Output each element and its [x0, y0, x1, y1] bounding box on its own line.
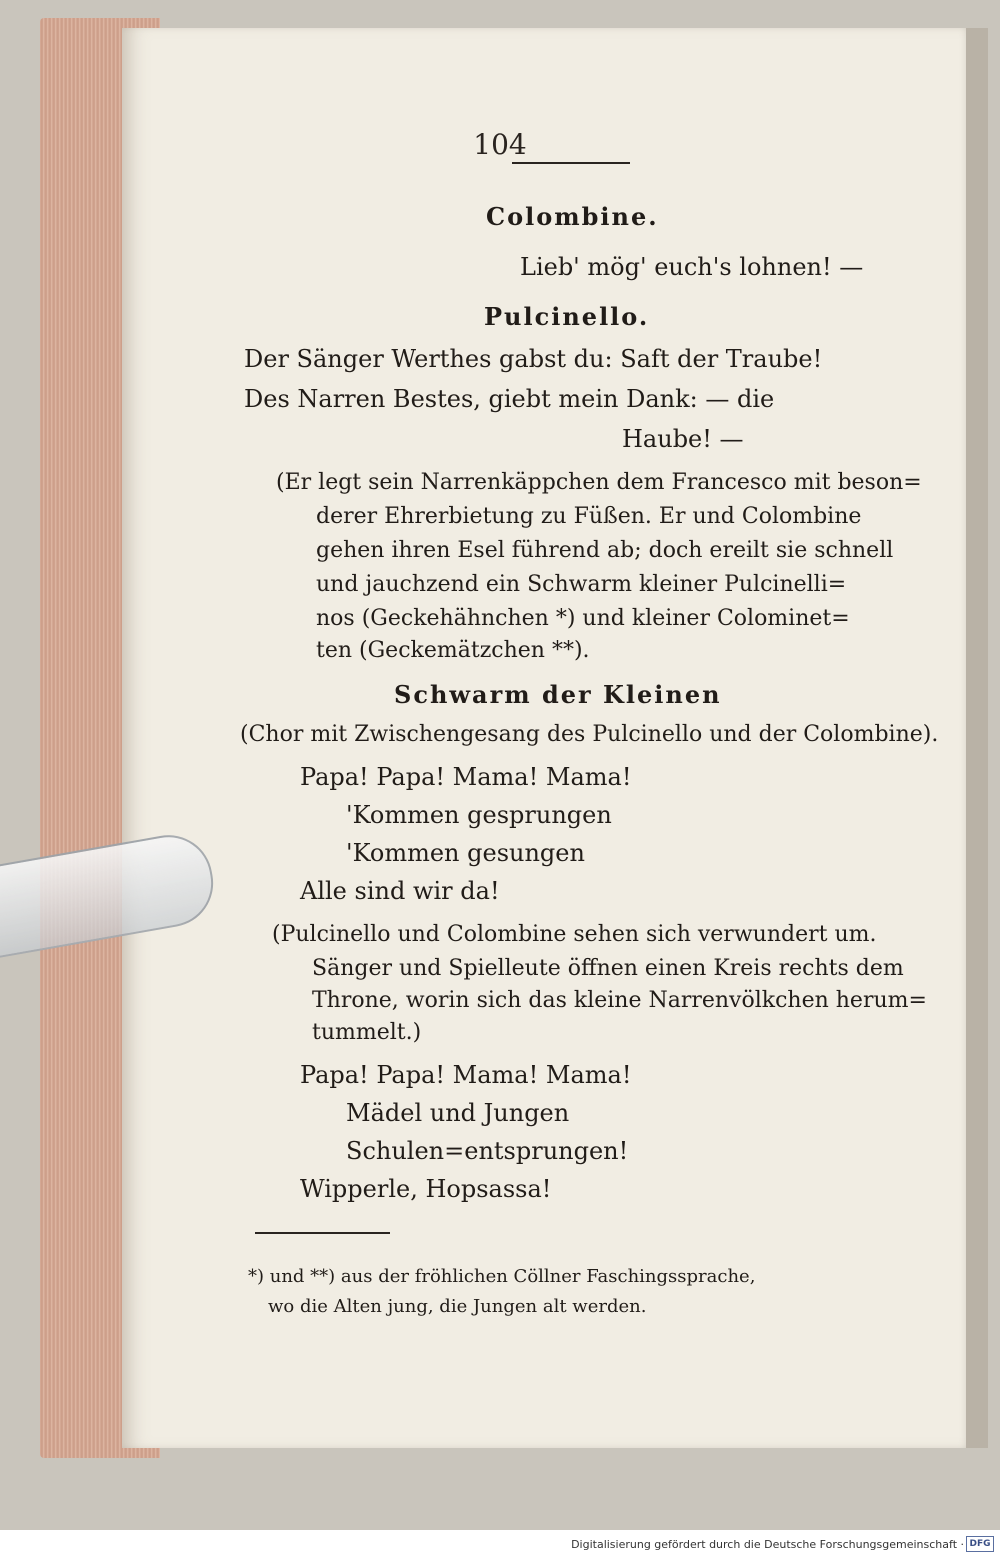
speaker-colombine: Colombine. — [486, 202, 659, 231]
verse-line: Haube! — — [622, 425, 744, 453]
funding-banner — [0, 1530, 1000, 1557]
footnote-rule — [255, 1232, 390, 1234]
verse-line: Der Sänger Werthes gabst du: Saft der Traube! — [244, 345, 823, 373]
heading-swarm: Schwarm der Kleinen — [394, 680, 722, 709]
song-line: Papa! Papa! Mama! Mama! — [300, 1061, 632, 1089]
song-line: Wipperle, Hopsassa! — [300, 1175, 552, 1203]
heading-swarm-sub: (Chor mit Zwischengesang des Pulcinello und der Colombine). — [240, 722, 939, 747]
funding-banner-text: Digitalisierung gefördert durch die Deutsche Forschungsgemeinschaft · — [571, 1538, 964, 1551]
stage-direction-line: und jauchzend ein Schwarm kleiner Pulcinelli= — [316, 572, 847, 597]
stage-direction-line: ten (Geckemätzchen **). — [316, 638, 590, 663]
stage-direction-line: tummelt.) — [312, 1020, 422, 1045]
song-line: 'Kommen gesungen — [346, 839, 585, 867]
stage-direction-line: Throne, worin sich das kleine Narrenvölkchen herum= — [312, 988, 927, 1013]
stage-direction-line: nos (Geckehähnchen *) und kleiner Colominet= — [316, 606, 850, 631]
song-line: Papa! Papa! Mama! Mama! — [300, 763, 632, 791]
song-line: Alle sind wir da! — [300, 877, 500, 905]
stage-direction-line: (Pulcinello und Colombine sehen sich verwundert um. — [272, 922, 877, 947]
footnote-line: wo die Alten jung, die Jungen alt werden. — [268, 1296, 647, 1317]
song-line: Schulen=entsprungen! — [346, 1137, 629, 1165]
stage-direction-line: Sänger und Spielleute öffnen einen Kreis rechts dem — [312, 956, 904, 981]
stage-direction-line: (Er legt sein Narrenkäppchen dem Francesco mit beson= — [276, 470, 922, 495]
page-gutter-shadow — [966, 28, 988, 1448]
song-line: 'Kommen gesprungen — [346, 801, 612, 829]
page-number: 104 — [473, 128, 527, 161]
verse-line: Des Narren Bestes, giebt mein Dank: — die — [244, 385, 775, 413]
line-colombine: Lieb' mög' euch's lohnen! — — [520, 253, 864, 281]
stage-direction-line: gehen ihren Esel führend ab; doch ereilt sie schnell — [316, 538, 894, 563]
page-number-rule — [512, 162, 630, 164]
song-line: Mädel und Jungen — [346, 1099, 570, 1127]
footnote-line: *) und **) aus der fröhlichen Cöllner Faschingssprache, — [248, 1266, 756, 1287]
dfg-logo-icon: DFG — [966, 1536, 994, 1552]
speaker-pulcinello: Pulcinello. — [484, 302, 650, 331]
stage-direction-line: derer Ehrerbietung zu Füßen. Er und Colombine — [316, 504, 862, 529]
